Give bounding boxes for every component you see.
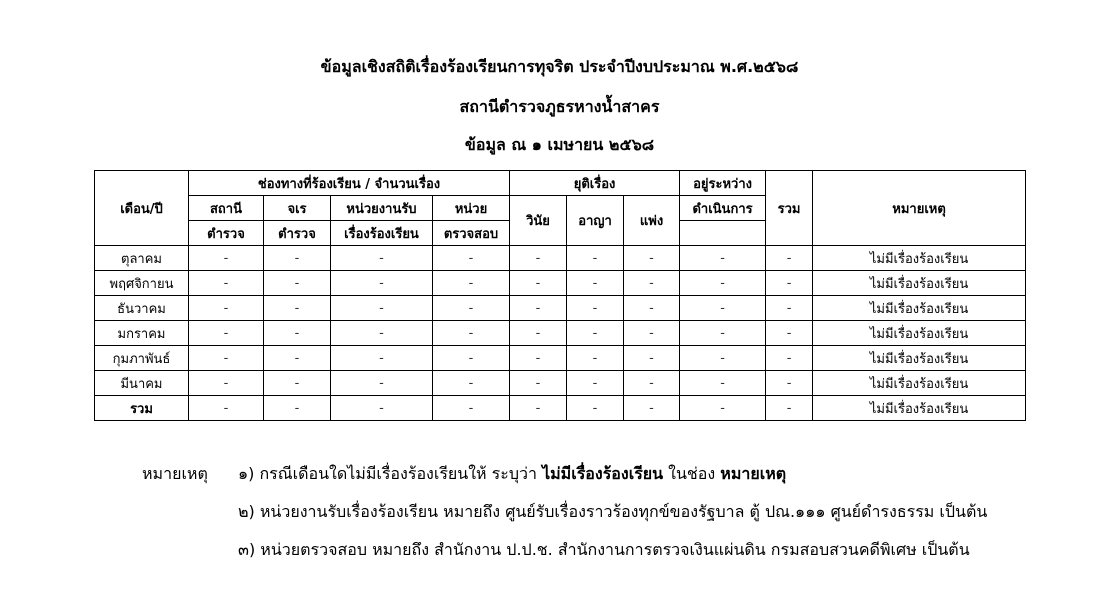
note-1-prefix: ๑) กรณีเดือนใดไม่มีเรื่องร้องเรียนให้ ระบุว่า (238, 464, 543, 483)
month-cell: มีนาคม (95, 371, 189, 396)
station-name: สถานีตำรวจภูธรหางน้ำสาคร (459, 97, 660, 116)
remark-cell: ไม่มีเรื่องร้องเรียน (813, 396, 1026, 421)
channels-header: ช่องทางที่ร้องเรียน / จำนวนเรื่อง (189, 171, 510, 196)
value-cell: - (189, 396, 264, 421)
value-cell: - (189, 371, 264, 396)
value-cell: - (264, 246, 331, 271)
value-cell: - (680, 371, 766, 396)
value-cell: - (331, 396, 433, 421)
value-cell: - (433, 371, 510, 396)
table-row (95, 271, 1026, 296)
pending-header: อยู่ระหว่าง (680, 171, 766, 196)
table-row (95, 296, 1026, 321)
value-cell: - (264, 396, 331, 421)
resolved-header: ยุติเรื่อง (510, 171, 680, 196)
value-cell: - (510, 246, 567, 271)
channel-header-line1: หน่วยงานรับ (331, 196, 433, 221)
channel-header-line2: เรื่องร้องเรียน (331, 221, 433, 246)
remark-cell: ไม่มีเรื่องร้องเรียน (813, 371, 1026, 396)
value-cell: - (433, 346, 510, 371)
table-body (95, 246, 1026, 421)
value-cell: - (433, 271, 510, 296)
value-cell: - (189, 246, 264, 271)
value-cell: - (567, 396, 624, 421)
value-cell: - (510, 271, 567, 296)
value-cell: - (680, 271, 766, 296)
month-cell: รวม (95, 396, 189, 421)
table-row (95, 321, 1026, 346)
value-cell: - (433, 396, 510, 421)
value-cell: - (624, 396, 680, 421)
channel-header-line2: ตำรวจ (264, 221, 331, 246)
note-1-emphasis-2: หมายเหตุ (720, 464, 787, 483)
value-cell: - (331, 346, 433, 371)
value-cell: - (766, 296, 813, 321)
value-cell: - (766, 396, 813, 421)
value-cell: - (624, 346, 680, 371)
value-cell: - (766, 346, 813, 371)
value-cell: - (331, 321, 433, 346)
channel-header-line1: หน่วย (433, 196, 510, 221)
as-of-date: ข้อมูล ณ ๑ เมษายน ๒๕๖๘ (464, 135, 655, 154)
total-header: รวม (766, 171, 813, 246)
remark-cell: ไม่มีเรื่องร้องเรียน (813, 246, 1026, 271)
value-cell: - (766, 371, 813, 396)
resolved-criminal-header: อาญา (567, 196, 624, 246)
notes-label: หมายเหตุ (142, 464, 208, 483)
month-cell: ตุลาคม (95, 246, 189, 271)
value-cell: - (680, 296, 766, 321)
value-cell: - (624, 371, 680, 396)
value-cell: - (189, 296, 264, 321)
value-cell: - (680, 246, 766, 271)
resolved-discipline-header: วินัย (510, 196, 567, 246)
value-cell: - (567, 346, 624, 371)
value-cell: - (189, 271, 264, 296)
value-cell: - (766, 321, 813, 346)
value-cell: - (510, 371, 567, 396)
note-1 (238, 462, 786, 487)
value-cell: - (766, 271, 813, 296)
table-row (95, 246, 1026, 271)
month-cell: พฤศจิกายน (95, 271, 189, 296)
value-cell: - (510, 396, 567, 421)
month-cell: มกราคม (95, 321, 189, 346)
table-total-row (95, 396, 1026, 421)
value-cell: - (680, 321, 766, 346)
value-cell: - (264, 371, 331, 396)
value-cell: - (264, 321, 331, 346)
month-cell: ธันวาคม (95, 296, 189, 321)
month-header: เดือน/ปี (95, 171, 189, 246)
remark-cell: ไม่มีเรื่องร้องเรียน (813, 271, 1026, 296)
value-cell: - (264, 271, 331, 296)
complaint-stats-table (94, 170, 1026, 421)
report-title: ข้อมูลเชิงสถิติเรื่องร้องเรียนการทุจริต ประจำปีงบประมาณ พ.ศ.๒๕๖๘ (320, 57, 799, 76)
value-cell: - (567, 371, 624, 396)
value-cell: - (624, 321, 680, 346)
table-row (95, 346, 1026, 371)
value-cell: - (331, 246, 433, 271)
value-cell: - (433, 246, 510, 271)
value-cell: - (567, 296, 624, 321)
value-cell: - (567, 246, 624, 271)
value-cell: - (264, 346, 331, 371)
note-1-middle: ในช่อง (663, 464, 721, 483)
value-cell: - (433, 321, 510, 346)
value-cell: - (510, 296, 567, 321)
pending-header-spacer (680, 221, 766, 246)
value-cell: - (264, 296, 331, 321)
value-cell: - (567, 271, 624, 296)
channel-header-line2: ตรวจสอบ (433, 221, 510, 246)
value-cell: - (624, 271, 680, 296)
table-row (95, 371, 1026, 396)
remark-cell: ไม่มีเรื่องร้องเรียน (813, 296, 1026, 321)
value-cell: - (331, 296, 433, 321)
value-cell: - (433, 296, 510, 321)
channel-header-line1: จเร (264, 196, 331, 221)
value-cell: - (510, 321, 567, 346)
pending-header-line2: ดำเนินการ (680, 196, 766, 221)
note-1-emphasis-1: ไม่มีเรื่องร้องเรียน (542, 464, 664, 483)
note-2: ๒) หน่วยงานรับเรื่องร้องเรียน หมายถึง ศูนย์รับเรื่องราวร้องทุกข์ของรัฐบาล ตู้ ปณ.๑๑๑ ศูนย์ดำรงธรรม เป็นต้น (238, 502, 988, 521)
value-cell: - (189, 321, 264, 346)
value-cell: - (624, 246, 680, 271)
channel-header-line2: ตำรวจ (189, 221, 264, 246)
value-cell: - (680, 396, 766, 421)
value-cell: - (331, 271, 433, 296)
remark-cell: ไม่มีเรื่องร้องเรียน (813, 346, 1026, 371)
remark-cell: ไม่มีเรื่องร้องเรียน (813, 321, 1026, 346)
value-cell: - (331, 371, 433, 396)
value-cell: - (680, 346, 766, 371)
value-cell: - (189, 346, 264, 371)
value-cell: - (766, 246, 813, 271)
value-cell: - (510, 346, 567, 371)
value-cell: - (624, 296, 680, 321)
value-cell: - (567, 321, 624, 346)
channel-header-line1: สถานี (189, 196, 264, 221)
note-3: ๓) หน่วยตรวจสอบ หมายถึง สำนักงาน ป.ป.ช. สำนักงานการตรวจเงินแผ่นดิน กรมสอบสวนคดีพิเศษ เป็นต้น (238, 540, 970, 559)
remark-header: หมายเหตุ (813, 171, 1026, 246)
resolved-civil-header: แพ่ง (624, 196, 680, 246)
month-cell: กุมภาพันธ์ (95, 346, 189, 371)
